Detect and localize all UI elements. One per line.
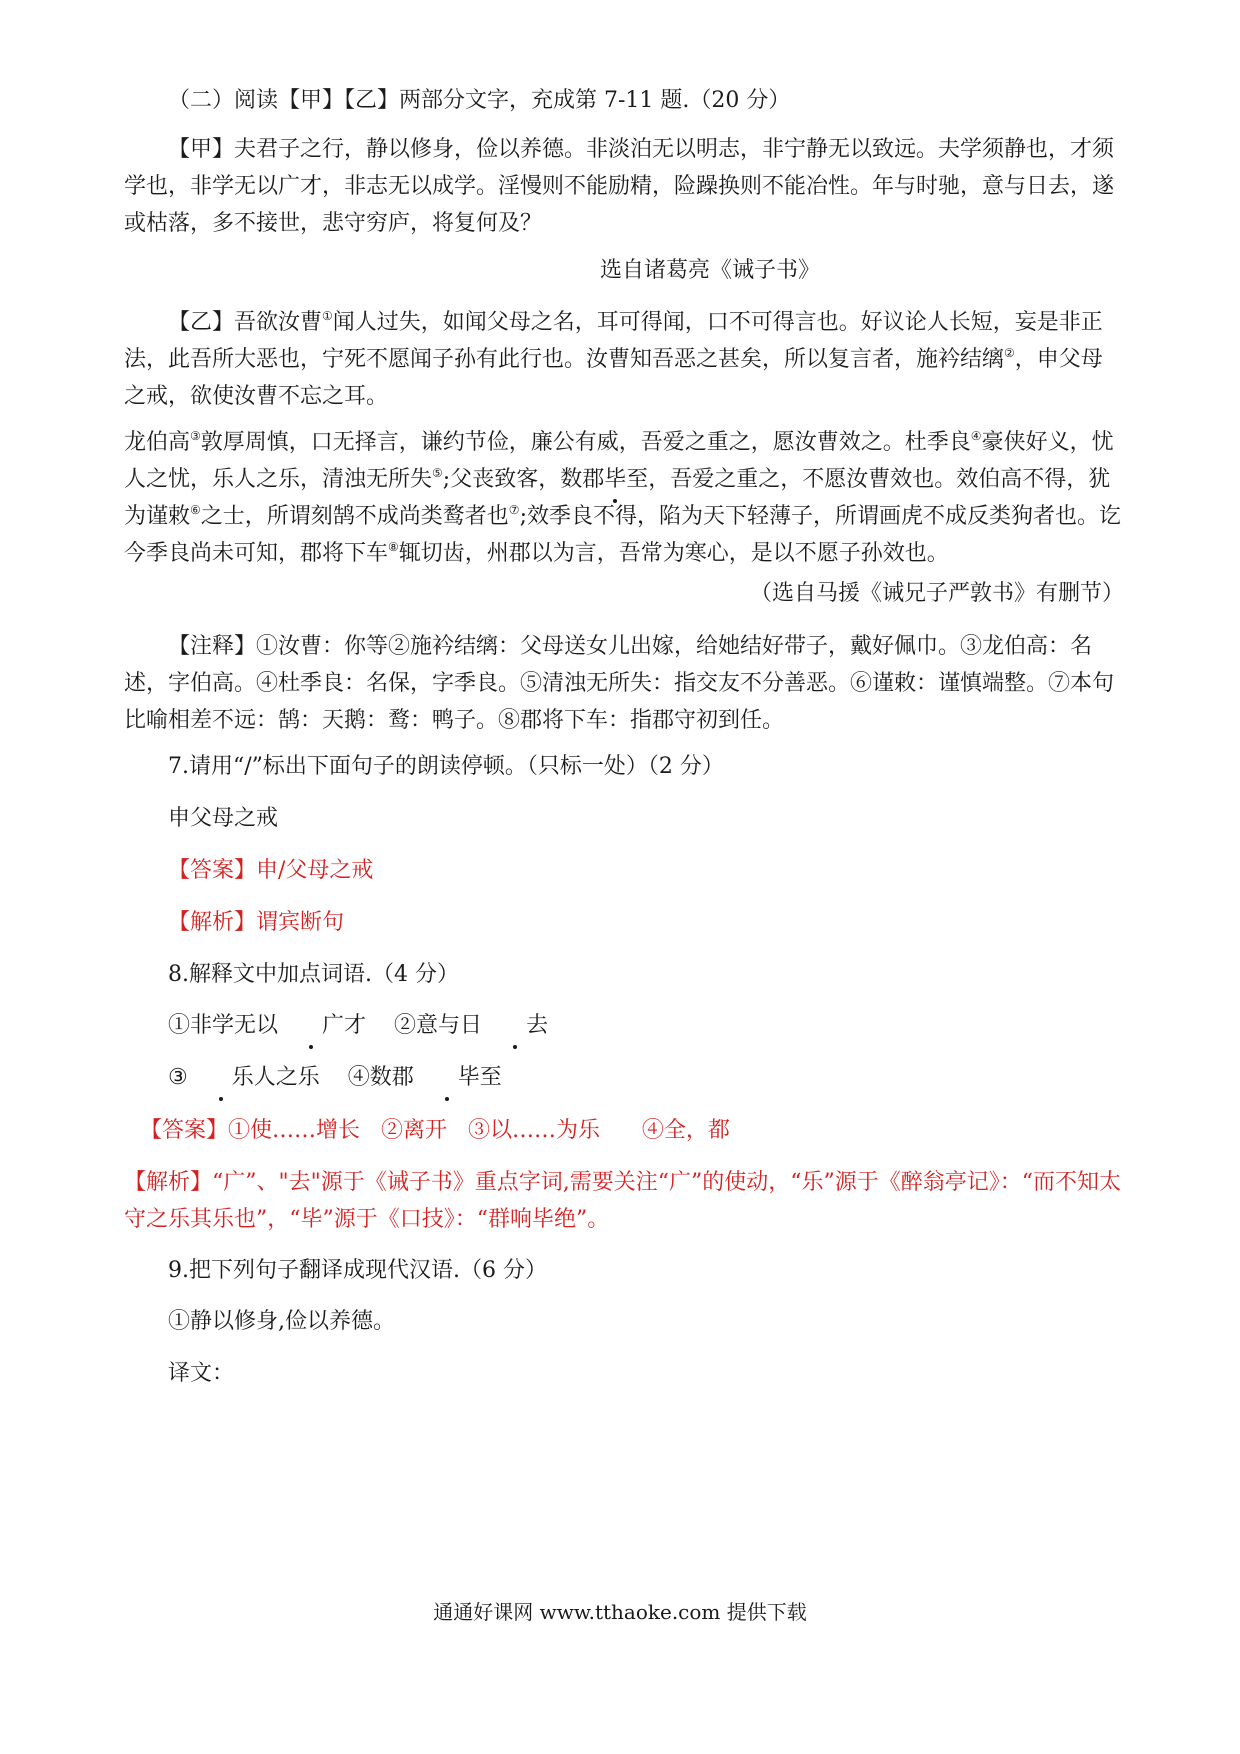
q9-question: 9.把下列句子翻译成现代汉语.（6 分） [168,1258,547,1283]
footnote-mark: ⑦ [508,503,520,517]
q8-items-line1 [124,1007,1124,1044]
dotted-word: 毕 [604,461,626,498]
q7-analysis: 【解析】谓宾断句 [168,910,345,935]
passage-yi-p2 [124,424,1124,572]
footnote-mark: ⑥ [190,503,201,517]
q7-question: 7.请用“/”标出下面句子的朗读停顿。（只标一处）（2 分） [168,754,724,779]
footnote-mark: ④ [970,429,982,443]
q8-item-text: ④数郡 [347,1065,414,1090]
passage-jia [124,131,1124,242]
passage-yi-text: 闻人过失，如闻父母之名，耳可得闻，口不可得言也。好议论人长短，妄是非正法，此吾所大恶也，宁死不愿闻子孙有此行也。汝曹知吾恶之甚矣，所以复言者，施衿结缡 [124,310,1103,372]
q8-item-text: ③ [168,1065,188,1090]
dotted-word: 毕 [414,1059,480,1096]
q8-items-line2 [124,1059,1124,1096]
q8-item-text: ①非学无以 [168,1013,279,1038]
q7-answer: 【答案】申/父母之戒 [168,858,374,883]
passage-yi-p1 [124,304,1124,415]
passage-yi-tag: 【乙】 [168,310,235,335]
dotted-word: 乐 [188,1059,254,1096]
footnote-mark: ⑧ [388,540,399,554]
q7-sentence: 申父母之戒 [168,806,279,831]
footnote-mark: ⑤ [432,466,443,480]
dotted-word: 去 [482,1007,548,1044]
passage-yi-source: （选自马援《诫兄子严敦书》有删节） [749,581,1124,606]
passage-jia-text: 夫君子之行，静以修身，俭以养德。非淡泊无以明志，非宁静无以致远。夫学须静也，才须学也，非学无以广才，非志无以成学。淫慢则不能励精，险躁换则不能冶性。年与时驰，意与日去，遂或枯落，多不接世，悲守穷庐，将复何及？ [124,137,1115,236]
passage-jia-source: 选自诸葛亮《诫子书》 [600,258,821,283]
section-title: （二）阅读【甲】【乙】两部分文字，充成第 7-11 题.（20 分） [168,88,791,113]
passage-yi-text: 敦厚周慎，口无择言，谦约节俭，廉公有威，吾爱之重之，愿汝曹效之。杜季良 [200,430,971,455]
passage-jia-tag: 【甲】 [168,137,235,162]
q8-item-text: 人之乐 [253,1065,320,1090]
q8-answer: 【答案】①使……增长 ②离开 ③以……为乐 ④全，都 [140,1118,730,1143]
footnote-mark: ③ [190,429,201,443]
q8-analysis: 【解析】“广”、"去"源于《诫子书》重点字词,需要关注“广”的使动，“乐”源于《醉翁亭记》：“而不知太守之乐其乐也”，“毕”源于《口技》：“群响毕绝”。 [124,1170,1121,1232]
q8-question: 8.解释文中加点词语.（4 分） [168,962,459,987]
passage-yi-text: 辄切齿，州郡以为言，吾常为寒心，是以不愿子孙效也。 [398,541,949,566]
dotted-word: 广 [278,1007,344,1044]
passage-yi-text: 豪侠好义，忧人之忧，乐人之乐，清浊无所失 [124,430,1114,492]
passage-yi-text: ;效季良不得，陷为天下轻薄子，所谓画虎不成反类狗者也。讫今季良尚未可知，郡将下车 [124,504,1121,566]
q9-translation-label: 译文： [168,1361,235,1386]
passage-yi-text: 吾欲汝曹 [234,310,323,335]
passage-yi-text: ，申父母之戒，欲使汝曹不忘之耳。 [124,347,1103,409]
passage-yi-text: 龙伯高 [124,430,191,455]
footnote-mark: ② [1004,346,1015,360]
notes-block: 【注释】①汝曹：你等②施衿结缡：父母送女儿出嫁，给她结好带子，戴好佩巾。③龙伯高：名述，字伯高。④杜季良：名保，字季良。⑤清浊无所失：指交友不分善恶。⑥谨敕：谨慎端整。⑦本句比喻相差不远：鹄：天鹅：鹜：鸭子。⑧郡将下车：指郡守初到任。 [124,634,1115,733]
q9-sentence: ①静以修身,俭以养德。 [168,1309,395,1334]
page-footer: 通通好课网 www.tthaoke.com 提供下载 [433,1600,807,1624]
footnote-mark: ① [322,309,333,323]
passage-yi-text: ;父丧致客，数郡 [442,467,605,492]
passage-yi-text: 之士，所谓刻鹄不成尚类鹜者也 [200,504,509,529]
q8-item-text: ②意与日 [394,1013,483,1038]
q8-item-text: 才 [344,1013,367,1038]
q8-item-text: 至 [479,1065,502,1090]
passage-yi-text: 至，吾爱之重之，不愿汝曹效也。效伯高不得，犹为谨敕 [124,467,1111,529]
